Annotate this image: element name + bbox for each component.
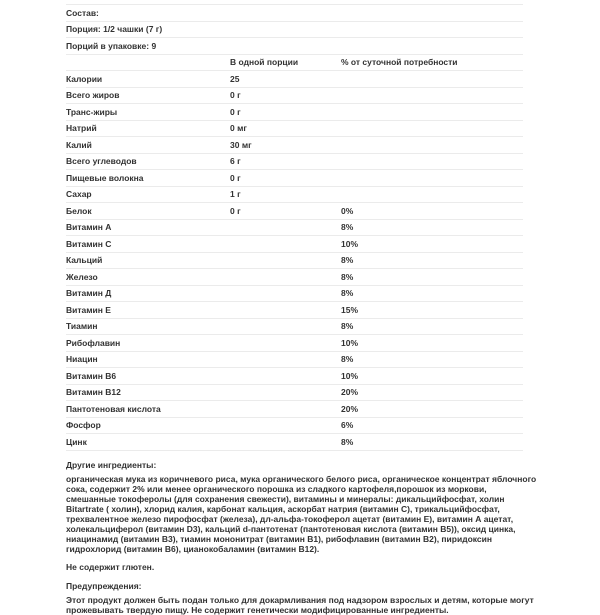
composition-section: [66, 4, 537, 615]
table-row: [66, 71, 523, 88]
cell-label: Витамин А: [66, 222, 112, 233]
table-row: [66, 104, 523, 121]
serving-size-row: [66, 22, 523, 39]
table-row: [66, 302, 523, 319]
other-ingredients-text: органическая мука из коричневого риса, мука органического белого риса, органическое концентрат яблочного сока, содержит 2% или менее органического порошка из сладкого картофеля,порошок из моркови, смешанные токоферолы (для сохранения свежести), витамины и минералы: дикальцийфосфат, холин Bitartrate ( холин), хлорид калия, карбонат кальция, аскорбат натрия (витамин С), трикальцийфосфат, трехвалентное железо пирофосфат (железа), дл-альфа-токоферол ацетат (витамин Е), витамин А ацетат, холекальциферол (витамин D3), кальций d-пантотенат (пантотеновая кислота (витамин В5)), оксид цинка, ниацинамид (витамин В3), тиамин мононитрат (витамин В1), рибофлавин (витамин В2), пиридоксин гидрохлорид (витамин В6), цианокобаламин (витамин В12).: [66, 473, 537, 554]
table-row: [66, 401, 523, 418]
header-daily-value: % от суточной потребности: [341, 57, 458, 68]
servings-per-container-row: [66, 38, 523, 55]
table-header-row: [66, 55, 523, 72]
cell-dv: 8%: [341, 436, 354, 447]
cell-label: Кальций: [66, 255, 103, 266]
cell-label: Транс-жиры: [66, 106, 118, 117]
table-row: [66, 187, 523, 204]
cell-dv: 8%: [341, 222, 354, 233]
cell-amount: 6 г: [230, 156, 241, 167]
gluten-free-note: Не содержит глютен.: [66, 561, 155, 572]
cell-label: Белок: [66, 205, 92, 216]
table-row: [66, 220, 523, 237]
table-row: [66, 236, 523, 253]
cell-amount: 0 мг: [230, 123, 247, 134]
cell-label: Калий: [66, 139, 92, 150]
cell-dv: 8%: [341, 354, 354, 365]
cell-amount: 30 мг: [230, 139, 252, 150]
cell-label: Тиамин: [66, 321, 98, 332]
cell-label: Витамин С: [66, 238, 112, 249]
table-row: [66, 319, 523, 336]
cell-label: Всего жиров: [66, 90, 120, 101]
cell-dv: 0%: [341, 205, 354, 216]
nutrition-table-body: [66, 71, 523, 451]
table-row: [66, 385, 523, 402]
cell-label: Всего углеводов: [66, 156, 137, 167]
table-row: [66, 121, 523, 138]
cell-amount: 0 г: [230, 172, 241, 183]
cell-label: Пищевые волокна: [66, 172, 144, 183]
cell-dv: 6%: [341, 420, 354, 431]
other-ingredients-heading: Другие ингредиенты:: [66, 459, 157, 470]
cell-label: Калории: [66, 73, 103, 84]
cell-amount: 0 г: [230, 106, 241, 117]
cell-label: Рибофлавин: [66, 337, 121, 348]
table-row: [66, 368, 523, 385]
cell-label: Натрий: [66, 123, 97, 134]
nutrition-facts-table: [66, 4, 523, 451]
cell-dv: 8%: [341, 271, 354, 282]
table-row: [66, 203, 523, 220]
warnings-text: Этот продукт должен быть подан только для докармливания под надзором взрослых и детям, которые могут прожевывать твердую пищу. Не содержит генетически модифицированные ингредиенты.: [66, 594, 534, 615]
cell-label: Пантотеновая кислота: [66, 403, 161, 414]
cell-amount: 1 г: [230, 189, 241, 200]
table-row: [66, 418, 523, 435]
table-row: [66, 253, 523, 270]
table-row: [66, 88, 523, 105]
composition-title-row: [66, 5, 523, 22]
table-row: [66, 335, 523, 352]
cell-dv: 10%: [341, 238, 359, 249]
cell-label: Витамин В12: [66, 387, 121, 398]
cell-dv: 20%: [341, 387, 359, 398]
cell-dv: 8%: [341, 288, 354, 299]
cell-label: Ниацин: [66, 354, 98, 365]
cell-amount: 0 г: [230, 205, 241, 216]
cell-amount: 25: [230, 73, 240, 84]
cell-amount: 0 г: [230, 90, 241, 101]
table-row: [66, 352, 523, 369]
header-per-serving: В одной порции: [230, 57, 299, 68]
cell-label: Сахар: [66, 189, 92, 200]
table-row: [66, 434, 523, 451]
cell-dv: 10%: [341, 337, 359, 348]
table-row: [66, 286, 523, 303]
cell-label: Фосфор: [66, 420, 101, 431]
table-row: [66, 154, 523, 171]
table-row: [66, 269, 523, 286]
cell-dv: 10%: [341, 370, 359, 381]
cell-label: Цинк: [66, 436, 87, 447]
cell-dv: 8%: [341, 255, 354, 266]
composition-title: Состав:: [66, 7, 99, 18]
cell-dv: 15%: [341, 304, 359, 315]
cell-label: Витамин Д: [66, 288, 112, 299]
warnings-heading: Предупреждения:: [66, 580, 142, 591]
cell-label: Витамин В6: [66, 370, 117, 381]
cell-dv: 8%: [341, 321, 354, 332]
cell-label: Витамин Е: [66, 304, 111, 315]
cell-dv: 20%: [341, 403, 359, 414]
servings-per-container: Порций в упаковке: 9: [66, 40, 157, 51]
table-row: [66, 170, 523, 187]
serving-size: Порция: 1/2 чашки (7 г): [66, 24, 163, 35]
table-row: [66, 137, 523, 154]
cell-label: Железо: [66, 271, 98, 282]
